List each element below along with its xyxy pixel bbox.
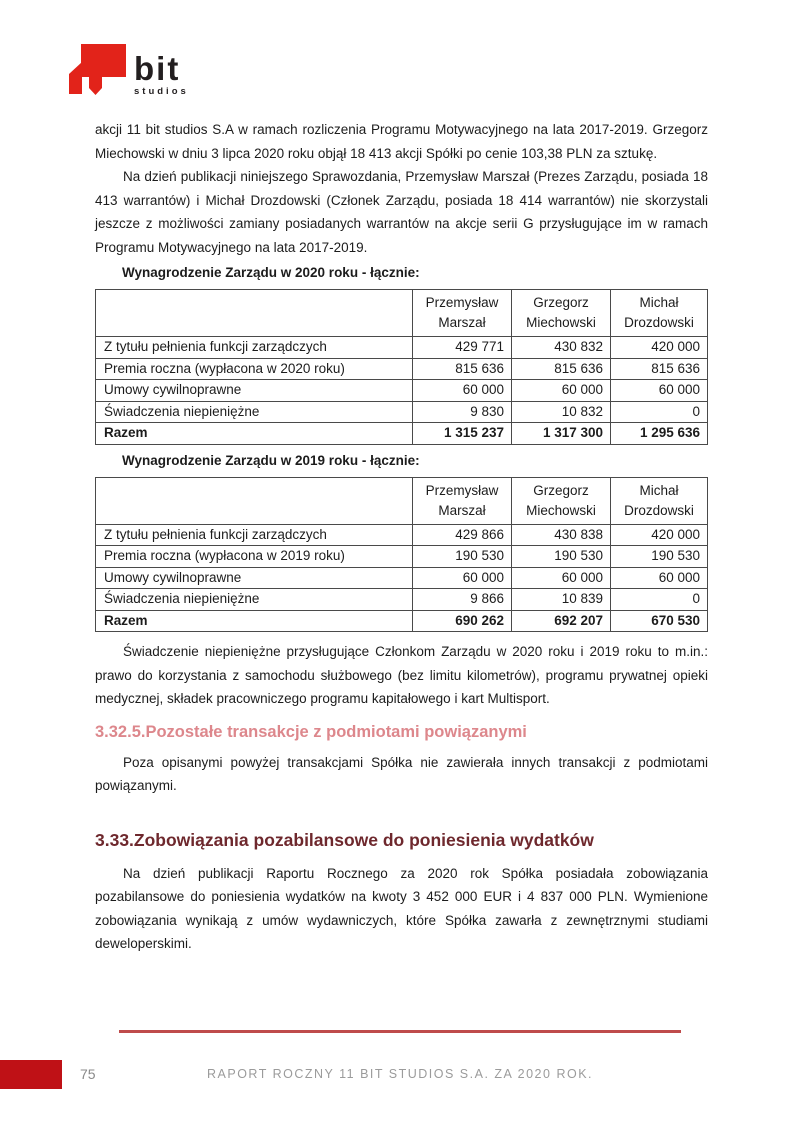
table-row [96,401,708,423]
table-total-row [96,423,708,445]
row-label: Umowy cywilnoprawne [96,380,413,402]
company-logo [68,44,189,97]
paragraph-off-balance: Na dzień publikacji Raportu Rocznego za 2020 rok Spółka posiadała zobowiązania pozabilansowe do poniesienia wydatków na kwoty 3 452 000 EUR i 4 837 000 PLN. Wymienione zobowiązania wynikają z umów wydawniczych, które Spółka zawarła z zewnętrznymi studiami deweloperskimi. [95,865,708,951]
value-cell: 60 000 [611,380,708,402]
value-cell: 1 315 237 [413,423,512,445]
value-cell: 10 839 [512,589,611,611]
value-cell: 60 000 [611,567,708,589]
row-label: Z tytułu pełnienia funkcji zarządczych [96,524,413,546]
value-cell: 190 530 [611,546,708,568]
header-marszal: Przemysław Marszał [413,290,512,337]
table-header-row [96,290,708,337]
remuneration-table-2019 [95,477,708,633]
header-marszal: Przemysław Marszał [413,477,512,524]
value-cell: 0 [611,401,708,423]
value-cell: 60 000 [413,567,512,589]
value-cell: 9 866 [413,589,512,611]
value-cell: 190 530 [413,546,512,568]
value-cell: 60 000 [512,380,611,402]
row-label: Świadczenia niepieniężne [96,589,413,611]
value-cell: 420 000 [611,524,708,546]
table-header-row [96,477,708,524]
value-cell: 9 830 [413,401,512,423]
row-label: Świadczenia niepieniężne [96,401,413,423]
paragraph-benefits: Świadczenie niepieniężne przysługujące Członkom Zarządu w 2020 roku i 2019 roku to m.in.: prawo do korzystania z samochodu służbowego (bez limitu kilometrów), programu prywatnej opieki medycznej, składek pracowniczego programu kapitałowego i kart Multisport. [95,644,708,706]
value-cell: 1 317 300 [512,423,611,445]
row-label: Z tytułu pełnienia funkcji zarządczych [96,337,413,359]
table-total-row [96,610,708,632]
table-row [96,337,708,359]
table-row [96,546,708,568]
header-blank-cell [96,290,413,337]
paragraph-warrants: Na dzień publikacji niniejszego Sprawozdania, Przemysław Marszał (Prezes Zarządu, posiada 18 413 warrantów) i Michał Drozdowski (Członek Zarządu, posiada 18 414 warrantów) nie skorzystali jeszcze z możliwości zamiany posiadanych warrantów na akcje serii G przysługujące im w ramach Programu Motywacyjnego na lata 2017-2019. [95,169,708,255]
row-label: Umowy cywilnoprawne [96,567,413,589]
row-label: Razem [96,423,413,445]
value-cell: 670 530 [611,610,708,632]
content-column [95,118,708,956]
value-cell: 429 771 [413,337,512,359]
logo-word-studios: studios [134,86,189,97]
value-cell: 420 000 [611,337,708,359]
value-cell: 0 [611,589,708,611]
table-row [96,380,708,402]
value-cell: 1 295 636 [611,423,708,445]
header-blank-cell [96,477,413,524]
remuneration-table-2020 [95,289,708,445]
paragraph-related-parties: Poza opisanymi powyżej transakcjami Spółka nie zawierała innych transakcji z podmiotami powiązanymi. [95,754,708,793]
header-miechowski: Grzegorz Miechowski [512,290,611,337]
header-drozdowski: Michał Drozdowski [611,290,708,337]
header-miechowski: Grzegorz Miechowski [512,477,611,524]
value-cell: 815 636 [413,358,512,380]
value-cell: 10 832 [512,401,611,423]
table-row [96,567,708,589]
value-cell: 430 832 [512,337,611,359]
logo-11-mark [68,44,126,97]
footer-divider-line [119,1030,681,1033]
value-cell: 60 000 [512,567,611,589]
header-drozdowski: Michał Drozdowski [611,477,708,524]
value-cell: 430 838 [512,524,611,546]
table-row [96,358,708,380]
logo-word-bit: bit [134,49,181,87]
logo-text [134,49,189,97]
page-number: 75 [80,1066,96,1082]
value-cell: 692 207 [512,610,611,632]
row-label: Premia roczna (wypłacona w 2020 roku) [96,358,413,380]
value-cell: 60 000 [413,380,512,402]
table-row [96,589,708,611]
section-heading-3-33: 3.33.Zobowiązania pozabilansowe do poniesienia wydatków [95,829,594,850]
paragraph-incentive-program: akcji 11 bit studios S.A w ramach rozliczenia Programu Motywacyjnego na lata 2017-2019. Grzegorz Miechowski w dniu 3 lipca 2020 roku objął 18 413 akcji Spółki po cenie 103,38 PLN za sztukę. [95,122,708,161]
value-cell: 429 866 [413,524,512,546]
table-caption-2020: Wynagrodzenie Zarządu w 2020 roku - łącznie: [122,265,420,280]
table-row [96,524,708,546]
value-cell: 815 636 [512,358,611,380]
section-heading-3-32-5: 3.32.5.Pozostałe transakcje z podmiotami powiązanymi [95,722,527,741]
value-cell: 815 636 [611,358,708,380]
value-cell: 190 530 [512,546,611,568]
row-label: Premia roczna (wypłacona w 2019 roku) [96,546,413,568]
row-label: Razem [96,610,413,632]
footer-report-title: RAPORT ROCZNY 11 BIT STUDIOS S.A. ZA 2020 ROK. [207,1067,593,1081]
value-cell: 690 262 [413,610,512,632]
table-caption-2019: Wynagrodzenie Zarządu w 2019 roku - łącznie: [122,452,420,468]
